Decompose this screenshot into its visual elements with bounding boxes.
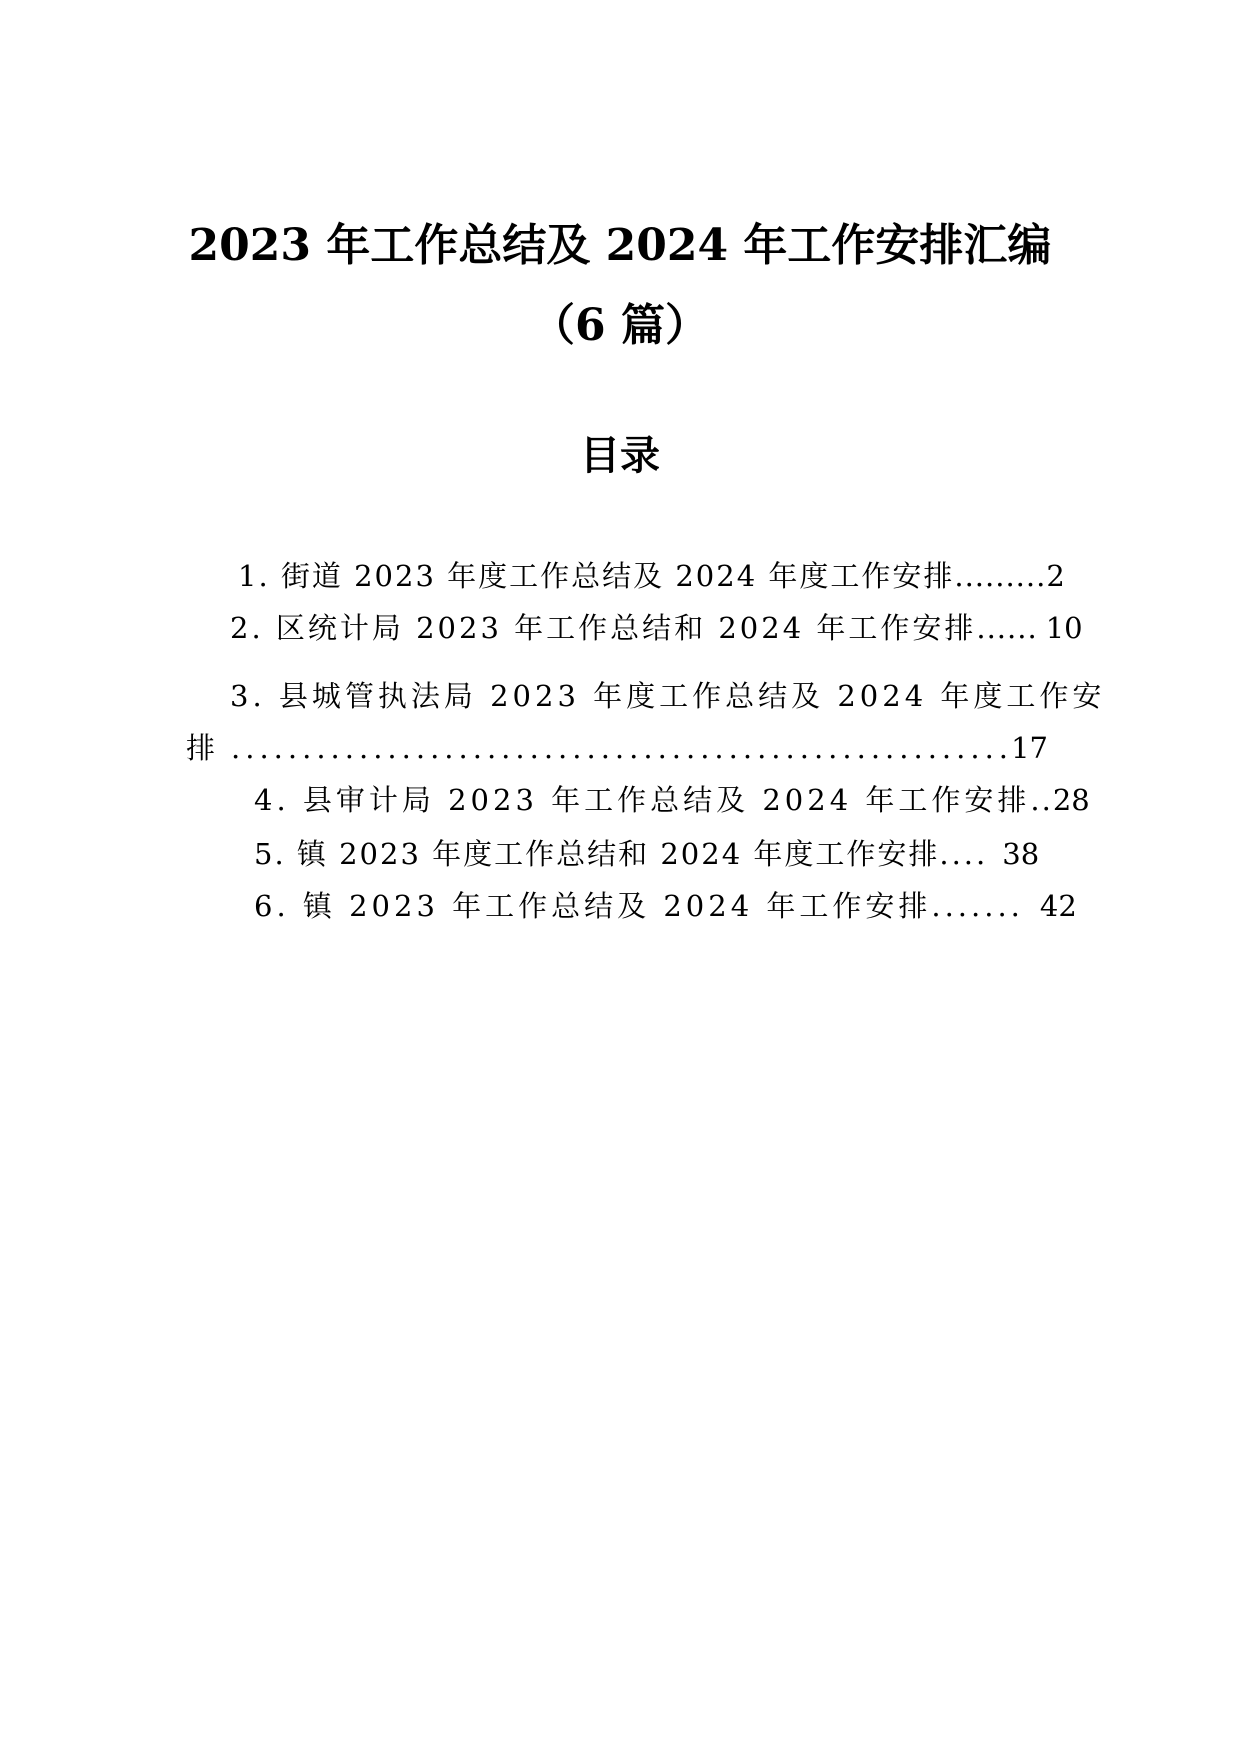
toc-entry-page: 28 bbox=[1052, 783, 1090, 817]
toc-entry-2[interactable] bbox=[230, 608, 1083, 648]
toc-entry-5[interactable] bbox=[254, 834, 1048, 874]
toc-entry-text: 2. 区统计局 2023 年工作总结和 2024 年工作安排 bbox=[230, 611, 977, 645]
toc-entry-page: 10 bbox=[1045, 611, 1083, 645]
toc-heading: 目录 bbox=[580, 432, 660, 479]
toc-entry-leader: .... bbox=[939, 837, 989, 871]
toc-entry-leader bbox=[231, 728, 1011, 768]
toc-entry-text: 1. 街道 2023 年度工作总结及 2024 年度工作安排 bbox=[238, 559, 955, 593]
toc-entry-leader: ......... bbox=[954, 559, 1047, 593]
toc-entry-4[interactable] bbox=[254, 780, 1090, 820]
toc-entry-text: 4. 县审计局 2023 年工作总结及 2024 年工作安排 bbox=[254, 783, 1031, 817]
toc-entry-3-continued[interactable] bbox=[186, 728, 1048, 768]
toc-entry-page: 38 bbox=[1002, 837, 1040, 871]
toc-entry-3[interactable] bbox=[230, 676, 1106, 716]
toc-entry-page: 17 bbox=[1011, 731, 1048, 765]
document-subtitle: （6 篇） bbox=[531, 300, 709, 351]
toc-entry-page: 2 bbox=[1046, 559, 1065, 593]
toc-entry-6[interactable] bbox=[254, 886, 1077, 926]
toc-entry-page: 42 bbox=[1039, 889, 1077, 923]
document-title: 2023 年工作总结及 2024 年工作安排汇编 bbox=[188, 220, 1052, 271]
toc-entry-text: 3. 县城管执法局 2023 年度工作总结及 2024 年度工作安 bbox=[230, 679, 1106, 713]
toc-entry-leader: ....... bbox=[931, 889, 1024, 923]
toc-entry-text: 6. 镇 2023 年工作总结及 2024 年工作安排 bbox=[254, 889, 932, 923]
toc-entry-leader: ...... bbox=[976, 611, 1038, 645]
toc-entry-text: 排 bbox=[186, 731, 218, 765]
toc-entry-text: 5. 镇 2023 年度工作总结和 2024 年度工作安排 bbox=[254, 837, 940, 871]
toc-entry-leader: .. bbox=[1030, 783, 1053, 817]
toc-entry-1[interactable] bbox=[238, 556, 1065, 596]
